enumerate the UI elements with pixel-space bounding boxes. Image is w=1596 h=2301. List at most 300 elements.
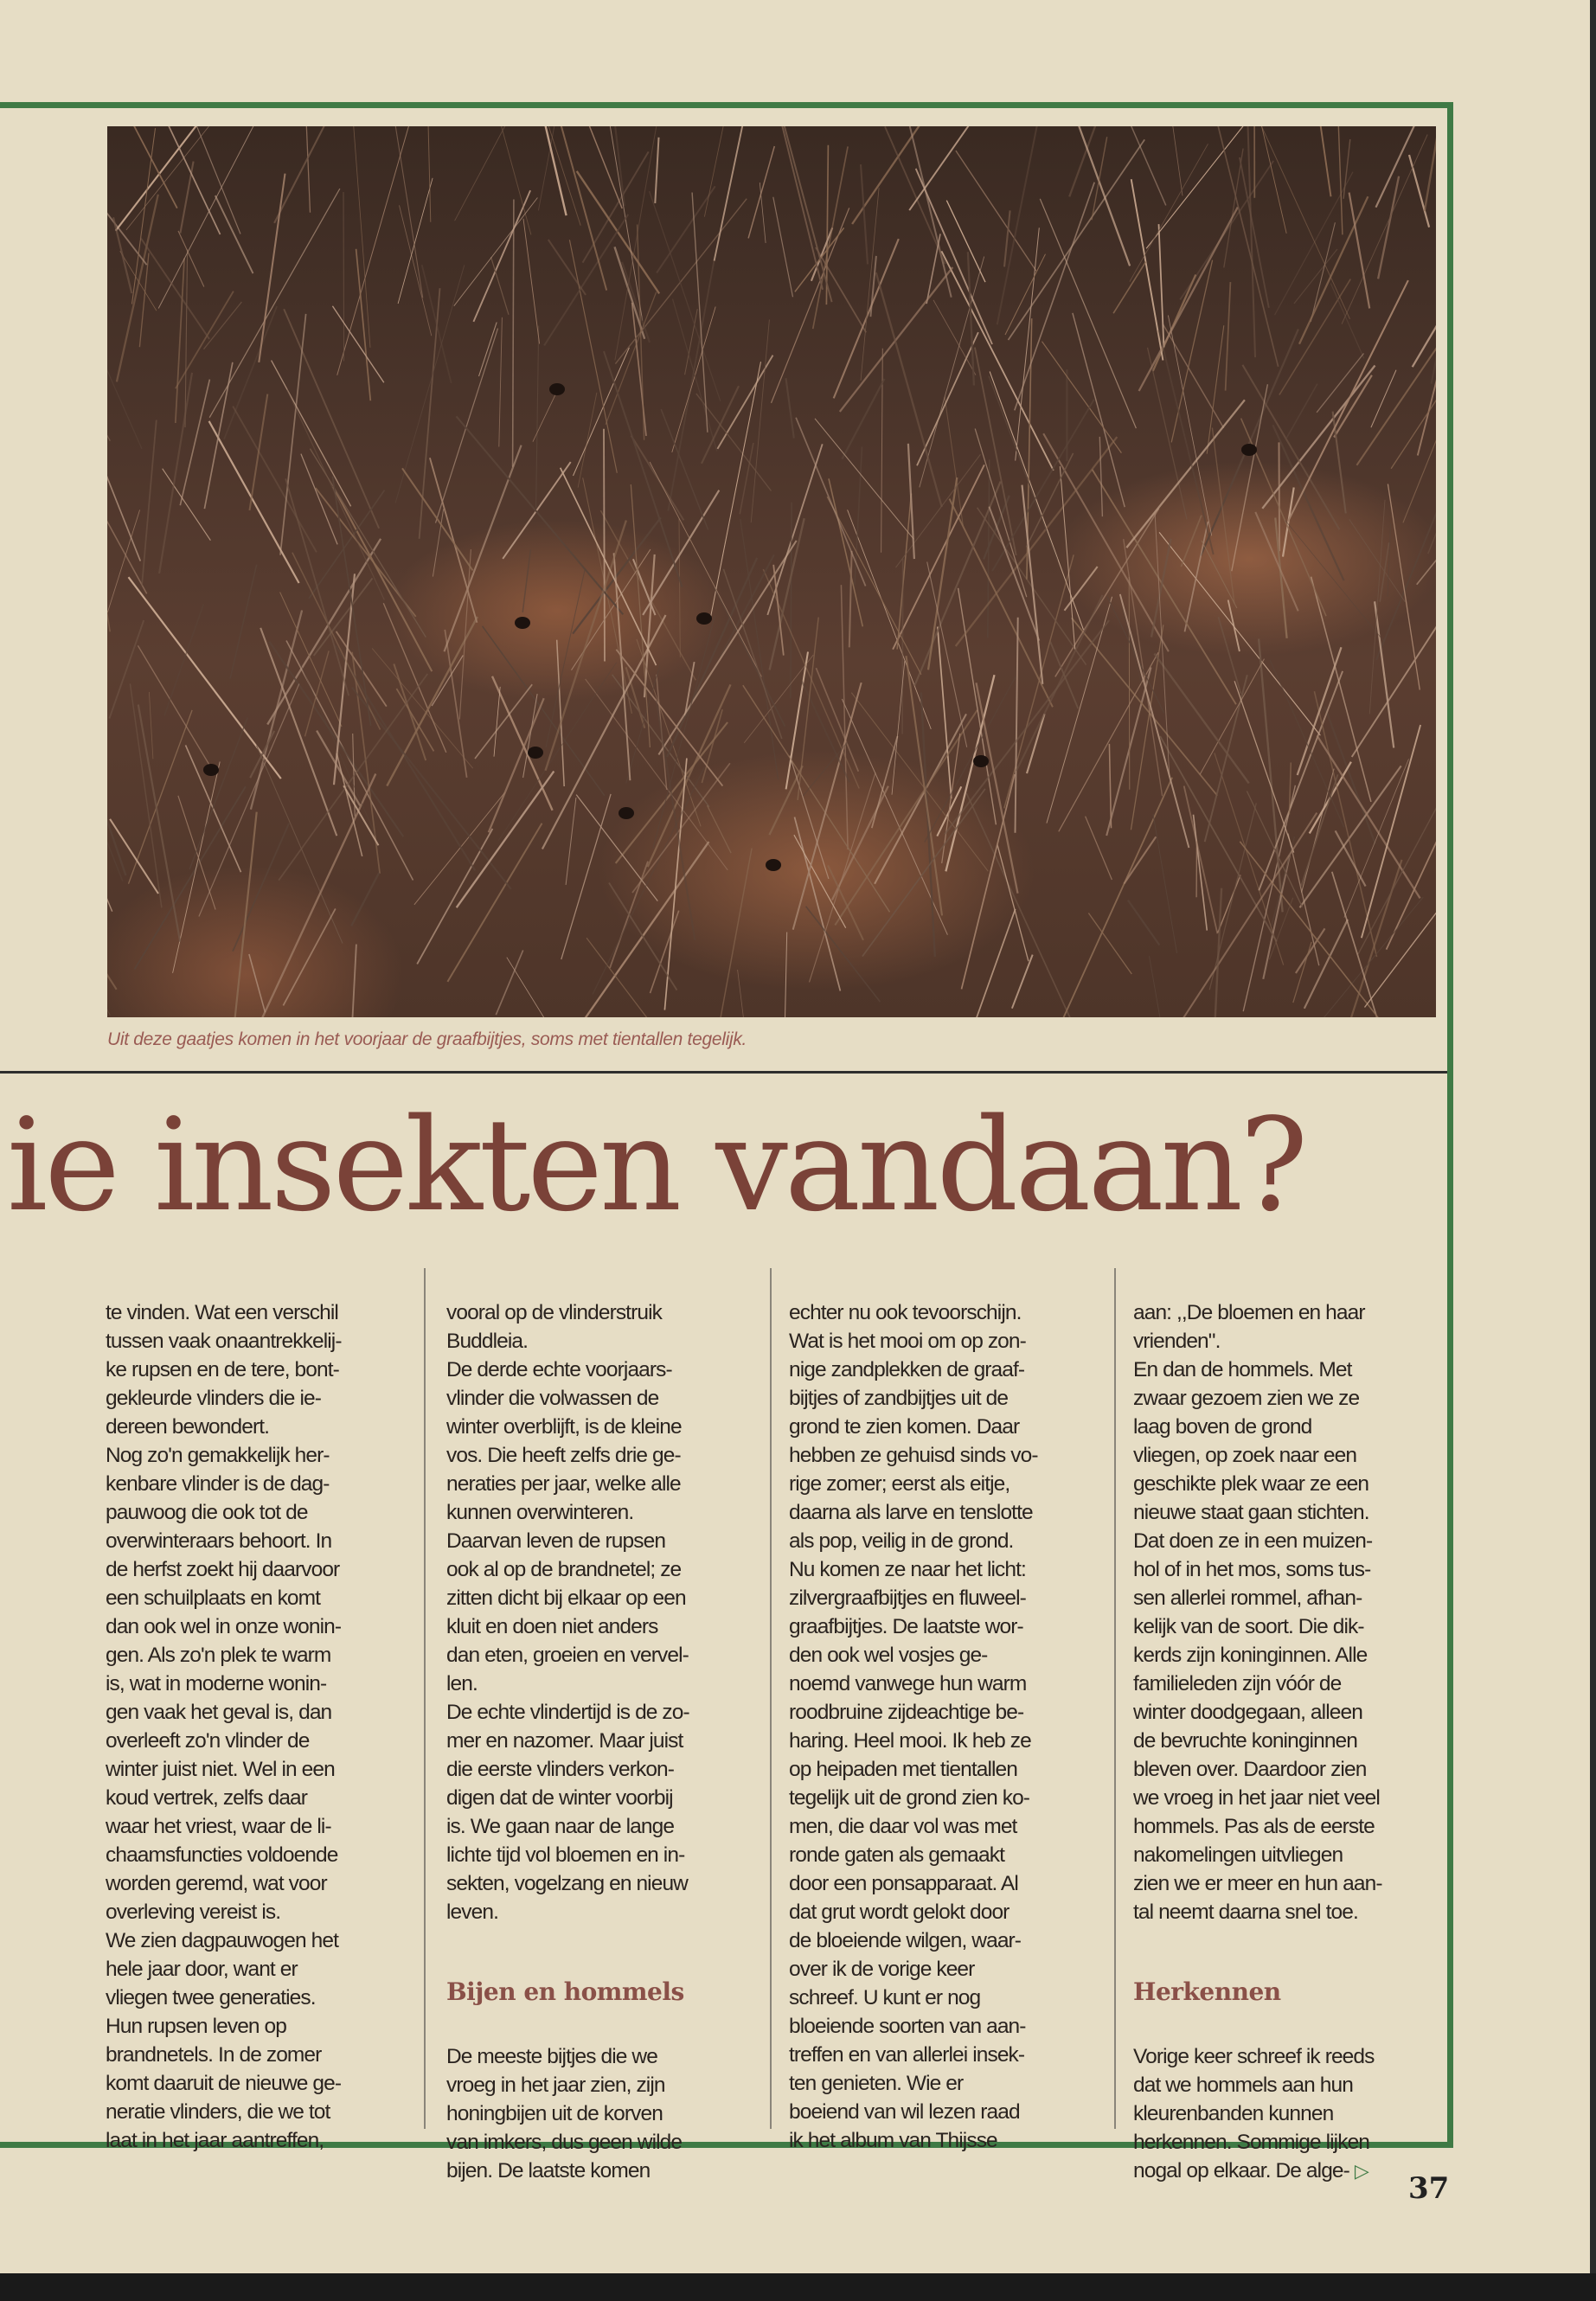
grass-blade bbox=[945, 675, 994, 871]
continue-arrow-icon: ▷ bbox=[1354, 2160, 1368, 2182]
grass-blade bbox=[176, 259, 184, 423]
grass-blade bbox=[353, 126, 370, 348]
grass-blade bbox=[507, 958, 558, 1017]
grass-blade bbox=[523, 694, 538, 778]
grass-blade bbox=[561, 468, 657, 665]
grass-blade bbox=[498, 663, 616, 841]
grass-blade bbox=[400, 205, 432, 336]
grass-blade bbox=[614, 553, 631, 780]
frame-right-line bbox=[1447, 102, 1453, 2148]
scan-edge-right bbox=[1590, 0, 1596, 2301]
grass-blade bbox=[615, 199, 747, 364]
grass-blade bbox=[107, 290, 142, 449]
grass-blade bbox=[1160, 736, 1277, 942]
grass-blade bbox=[1004, 554, 1074, 808]
grass-blade bbox=[1153, 814, 1177, 953]
grass-blade bbox=[1349, 519, 1406, 602]
photo-sand-bee-holes bbox=[107, 126, 1436, 1017]
grass-blade bbox=[259, 174, 285, 362]
grass-blade bbox=[337, 126, 411, 375]
grass-blade bbox=[337, 631, 387, 707]
grass-blade bbox=[457, 416, 624, 614]
grass-blade bbox=[1319, 126, 1331, 196]
grass-blade bbox=[1286, 384, 1317, 439]
grass-blade bbox=[417, 829, 492, 964]
grass-blade bbox=[1275, 518, 1286, 638]
grass-blade bbox=[1215, 888, 1221, 1017]
grass-blade bbox=[1130, 144, 1208, 281]
grass-blade bbox=[576, 795, 657, 901]
grass-blade bbox=[1299, 196, 1368, 344]
grass-blade bbox=[1378, 176, 1399, 279]
grass-blade bbox=[748, 146, 774, 238]
grass-blade bbox=[301, 454, 337, 545]
grass-blade bbox=[523, 219, 540, 344]
paragraph-text: Vorige keer schreef ik reeds dat we hommels aan hun kleurenbanden kunnen herkennen. Sommige lijken nogal op elkaar. De alge- bbox=[1133, 2045, 1375, 2182]
grass-blade bbox=[849, 551, 852, 648]
grass-blade bbox=[178, 231, 204, 287]
grass-blade bbox=[632, 763, 730, 893]
grass-blade bbox=[132, 128, 156, 304]
grass-blade bbox=[1065, 567, 1098, 611]
grass-blade bbox=[650, 191, 721, 401]
bee-hole bbox=[515, 617, 530, 629]
grass-blade bbox=[107, 471, 110, 631]
grass-blade bbox=[578, 393, 597, 488]
grass-blade bbox=[881, 349, 883, 553]
grass-blade bbox=[574, 348, 630, 476]
grass-blade bbox=[1022, 485, 1043, 684]
grass-blade bbox=[829, 478, 862, 626]
grass-blade bbox=[396, 689, 433, 751]
grass-blade bbox=[544, 215, 628, 346]
grass-blade bbox=[842, 379, 884, 459]
bee-hole bbox=[696, 612, 712, 625]
grass-blade bbox=[473, 190, 530, 322]
grass-blade bbox=[1092, 137, 1107, 220]
grass-blade bbox=[1388, 524, 1391, 597]
paragraph: echter nu ook tevoorschijn. Wat is het mooi om op zon- nige zandplekken de graaf- bijtjes of zandbijtjes uit de grond te zien komen. Daar hebben ze gehuisd sinds vo- rige zomer; eerst als eitje, daarna als larve en tenslotte als pop, veilig in de grond. Nu komen ze naar het licht: zilvergraafbijtjes en fluweel- graafbijtjes. De laatste wor- den ook wel vosjes ge- noemd vanwege hun warm roodbruine zijdeachtige be- haring. Heel mooi. Ik heb ze op heipaden met tientallen tegelijk uit de grond zien ko- men, die daar vol was met ronde gaten als gemaakt door een ponsapparaat. Al dat grut wordt gelokt door de bloeiende wilgen, waar- over ik de vorige keer schreef. U kunt er nog bloeiende soorten van aan- treffen en van allerlei insek- ten genieten. Wie er boeiend van wil lezen raad ik het album van Thijsse bbox=[789, 1301, 1038, 2152]
grass-blade bbox=[1324, 897, 1424, 1017]
grass-blade bbox=[1302, 769, 1335, 893]
grass-blade bbox=[314, 578, 373, 656]
grass-blade bbox=[773, 197, 793, 297]
grass-blade bbox=[164, 604, 203, 715]
grass-blade bbox=[1283, 488, 1294, 557]
grass-blade bbox=[945, 620, 1109, 834]
grass-blade bbox=[426, 126, 431, 222]
grass-blade bbox=[285, 478, 349, 695]
grass-blade bbox=[852, 126, 952, 224]
grass-blade bbox=[479, 323, 497, 377]
grass-blade bbox=[332, 306, 383, 383]
section-heading-bijen: Bijen en hommels bbox=[446, 1977, 684, 2006]
grass-blade bbox=[189, 718, 247, 870]
grass-blade bbox=[513, 200, 514, 467]
grass-blade bbox=[631, 484, 650, 747]
grass-blade bbox=[494, 687, 500, 757]
grass-blade bbox=[1060, 778, 1172, 1017]
grass-blade bbox=[280, 314, 306, 555]
grass-blade bbox=[1146, 126, 1276, 248]
grass-blade bbox=[1296, 928, 1325, 973]
grass-blade bbox=[250, 394, 268, 511]
grass-blade bbox=[1185, 522, 1208, 632]
grass-blade bbox=[1207, 325, 1224, 454]
grass-blade bbox=[522, 549, 530, 612]
grass-blade bbox=[785, 933, 787, 1018]
grass-blade bbox=[1215, 126, 1279, 367]
grass-blade bbox=[1015, 183, 1094, 411]
grass-blade bbox=[651, 911, 679, 994]
photo-caption: Uit deze gaatjes komen in het voorjaar de graafbijtjes, soms met tientallen tegelijk. bbox=[107, 1029, 747, 1049]
grass-blade bbox=[1388, 484, 1420, 690]
grass-blade bbox=[715, 126, 762, 260]
grass-blade bbox=[583, 151, 649, 262]
grass-blade bbox=[472, 126, 531, 234]
grass-blade bbox=[803, 742, 847, 796]
grass-blade bbox=[1332, 872, 1378, 1017]
grass-blade bbox=[257, 746, 343, 944]
grass-blade bbox=[1016, 595, 1103, 771]
grass-blade bbox=[309, 490, 384, 599]
grass-blade bbox=[1055, 126, 1166, 205]
grass-blade bbox=[1153, 275, 1196, 371]
grass-blade bbox=[655, 138, 658, 203]
grass-blade bbox=[249, 954, 266, 1012]
grass-blade bbox=[921, 693, 935, 957]
grass-blade bbox=[1334, 375, 1372, 438]
grass-blade bbox=[604, 429, 605, 662]
grass-blade bbox=[1179, 813, 1317, 1017]
grass-blade bbox=[1150, 956, 1162, 1017]
grass-blade bbox=[1159, 224, 1164, 347]
grass-blade bbox=[796, 418, 866, 586]
grass-blade bbox=[1417, 414, 1436, 585]
grass-blade bbox=[1335, 126, 1343, 234]
grass-blade bbox=[1016, 618, 1018, 833]
grass-blade bbox=[113, 217, 131, 293]
grass-blade bbox=[533, 394, 556, 442]
grass-blade bbox=[1336, 830, 1366, 886]
bee-hole bbox=[528, 747, 543, 759]
grass-blade bbox=[908, 444, 914, 559]
grass-blade bbox=[303, 126, 311, 213]
grass-blade bbox=[1181, 516, 1202, 567]
grass-blade bbox=[760, 183, 766, 243]
grass-blade bbox=[975, 429, 1027, 598]
grass-blade bbox=[1109, 744, 1111, 828]
grass-blade bbox=[279, 674, 427, 881]
grass-blade bbox=[1279, 442, 1280, 551]
grass-blade bbox=[445, 630, 466, 778]
grass-blade bbox=[997, 845, 1029, 962]
grass-illustration bbox=[107, 126, 1436, 1017]
grass-blade bbox=[1301, 774, 1338, 886]
grass-blade bbox=[1004, 210, 1010, 266]
column-divider bbox=[770, 1268, 772, 2129]
bee-hole bbox=[973, 755, 989, 767]
grass-blade bbox=[751, 319, 769, 522]
text-column-1 bbox=[106, 1270, 408, 2183]
grass-blade bbox=[1403, 362, 1436, 523]
grass-blade bbox=[233, 407, 317, 553]
grass-blade bbox=[489, 698, 544, 832]
grass-blade bbox=[668, 260, 714, 511]
caption-rule bbox=[0, 1071, 1447, 1074]
grass-blade bbox=[1163, 324, 1223, 428]
grass-blade bbox=[491, 257, 510, 315]
grass-blade bbox=[704, 126, 755, 217]
grass-blade bbox=[832, 786, 888, 901]
grass-blade bbox=[454, 198, 538, 306]
grass-blade bbox=[1202, 541, 1237, 608]
grass-blade bbox=[975, 909, 1016, 1017]
grass-blade bbox=[1042, 342, 1122, 453]
grass-blade bbox=[855, 446, 862, 585]
grass-blade bbox=[1040, 199, 1136, 428]
grass-blade bbox=[1088, 913, 1131, 975]
grass-blade bbox=[180, 380, 209, 506]
grass-blade bbox=[990, 371, 1083, 630]
grass-blade bbox=[140, 238, 209, 339]
grass-blade bbox=[679, 518, 680, 657]
grass-blade bbox=[1129, 577, 1130, 790]
grass-blade bbox=[1200, 659, 1264, 775]
paragraph-last bbox=[1133, 2042, 1436, 2185]
grass-blade bbox=[1209, 803, 1256, 990]
grass-blade bbox=[786, 378, 794, 438]
grass-blade bbox=[997, 126, 1040, 324]
grass-blade bbox=[650, 462, 761, 676]
scan-edge-bottom bbox=[0, 2273, 1596, 2301]
grass-blade bbox=[637, 639, 701, 826]
bee-hole bbox=[1241, 444, 1257, 456]
grass-blade bbox=[126, 126, 253, 230]
grass-blade bbox=[816, 247, 866, 332]
grass-blade bbox=[1047, 597, 1112, 824]
grass-blade bbox=[496, 950, 522, 1015]
grass-blade bbox=[958, 588, 997, 825]
grass-blade bbox=[178, 796, 215, 910]
grass-blade bbox=[566, 798, 576, 885]
grass-blade bbox=[233, 812, 256, 1017]
grass-blade bbox=[933, 300, 976, 375]
grass-blade bbox=[941, 251, 1053, 471]
grass-blade bbox=[250, 731, 274, 778]
frame-top-line bbox=[0, 102, 1453, 108]
grass-blade bbox=[1113, 262, 1145, 314]
grass-blade bbox=[657, 186, 715, 272]
grass-blade bbox=[117, 126, 177, 208]
grass-blade bbox=[1201, 330, 1298, 556]
grass-blade bbox=[1126, 400, 1245, 548]
grass-blade bbox=[432, 656, 463, 707]
column-divider bbox=[424, 1268, 426, 2129]
grass-blade bbox=[950, 499, 1053, 708]
grass-blade bbox=[835, 710, 977, 926]
grass-blade bbox=[536, 126, 581, 226]
grass-blade bbox=[459, 549, 471, 720]
grass-blade bbox=[1270, 660, 1344, 828]
grass-blade bbox=[170, 126, 241, 234]
grass-blade bbox=[813, 146, 848, 329]
grass-blade bbox=[946, 201, 985, 283]
grass-blade bbox=[139, 253, 149, 347]
grass-blade bbox=[352, 945, 356, 1017]
grass-blade bbox=[793, 683, 862, 930]
grass-blade bbox=[966, 793, 1081, 1017]
grass-blade bbox=[1344, 759, 1409, 917]
grass-blade bbox=[1371, 370, 1396, 428]
grass-blade bbox=[715, 587, 785, 727]
grass-blade bbox=[907, 656, 943, 915]
grass-blade bbox=[1124, 836, 1156, 883]
grass-blade bbox=[738, 970, 747, 1017]
grass-blade bbox=[1288, 280, 1408, 522]
grass-blade bbox=[1226, 282, 1231, 391]
grass-blade bbox=[1073, 313, 1125, 507]
grass-blade bbox=[224, 306, 277, 439]
grass-blade bbox=[593, 767, 704, 995]
grass-blade bbox=[109, 620, 144, 718]
grass-blade bbox=[586, 938, 661, 1017]
grass-blade bbox=[1228, 600, 1240, 651]
grass-blade bbox=[1171, 260, 1212, 443]
grass-blade bbox=[107, 686, 123, 881]
grass-blade bbox=[1067, 126, 1130, 266]
grass-blade bbox=[215, 195, 253, 273]
grass-blade bbox=[769, 766, 802, 835]
grass-blade bbox=[395, 265, 465, 503]
grass-blade bbox=[351, 873, 379, 926]
grass-blade bbox=[661, 409, 708, 529]
grass-blade bbox=[1425, 126, 1436, 211]
grass-blade bbox=[606, 292, 657, 425]
grass-blade bbox=[1086, 817, 1112, 880]
grass-blade bbox=[430, 458, 478, 623]
grass-blade bbox=[386, 126, 423, 298]
grass-blade bbox=[938, 627, 952, 799]
grass-blade bbox=[1311, 222, 1335, 322]
grass-blade bbox=[696, 394, 772, 491]
grass-blade bbox=[336, 645, 476, 870]
text-column-4 bbox=[1133, 1270, 1436, 2214]
text-column-2 bbox=[446, 1270, 749, 2214]
grass-blade bbox=[536, 326, 539, 508]
grass-blade bbox=[841, 585, 848, 849]
grass-blade bbox=[149, 692, 153, 759]
headline: ie insekten vandaan? bbox=[7, 1091, 1305, 1240]
grass-blade bbox=[721, 554, 774, 657]
grass-blade bbox=[1099, 437, 1102, 516]
grass-blade bbox=[548, 240, 586, 295]
grass-blade bbox=[896, 454, 981, 567]
grass-blade bbox=[1349, 193, 1370, 309]
grass-blade bbox=[499, 317, 503, 447]
grass-blade bbox=[1343, 139, 1350, 199]
grass-blade bbox=[1131, 179, 1163, 360]
grass-blade bbox=[1285, 521, 1384, 641]
grass-blade bbox=[107, 438, 147, 593]
grass-blade bbox=[609, 883, 677, 990]
grass-blade bbox=[107, 510, 139, 612]
grass-blade bbox=[561, 794, 611, 959]
bee-hole bbox=[203, 764, 219, 776]
grass-blade bbox=[1369, 500, 1385, 714]
section-heading-herkennen: Herkennen bbox=[1133, 1977, 1281, 2006]
bee-hole bbox=[549, 383, 565, 395]
grass-blade bbox=[790, 756, 829, 879]
grass-blade bbox=[230, 565, 257, 679]
grass-blade bbox=[806, 907, 881, 1002]
grass-blade bbox=[861, 164, 868, 264]
grass-blade bbox=[138, 705, 180, 942]
grass-blade bbox=[711, 362, 761, 616]
grass-blade bbox=[165, 126, 221, 234]
grass-blade bbox=[1026, 453, 1073, 548]
grass-blade bbox=[1106, 668, 1151, 836]
paragraph: aan: ,,De bloemen en haar vrienden". En dan de hommels. Met zwaar gezoem zien we ze laag boven de grond vliegen, op zoek naar een geschikte plek waar ze een nieuwe staat gaan stichten. Dat doen ze in een muizen- hol of in het mos, soms tus- sen allerlei rommel, afhan- kelijk van de soort. Die dik- kerds zijn koninginnen. Alle familieleden zijn vóór de winter doodgegaan, alleen de bevruchte koninginnen bleven over. Daardoor zien we vroeg in het jaar niet veel hommels. Pas als de eerste nakomelingen uitvliegen zien we er meer en hun aan- tal neemt daarna snel toe. bbox=[1133, 1301, 1382, 1924]
grass-blade bbox=[1016, 228, 1040, 460]
paragraph: te vinden. Wat een verschil tussen vaak onaantrekkelij- ke rupsen en de tere, bont- gekleurde vlinders die ie- dereen bewondert. Nog zo'n gemakkelijk her- kenbare vlinder is de dag- pauwoog die ook tot de overwinteraars behoort. In de herfst zoekt hij daarvoor een schuilplaats en komt dan ook wel in onze wonin- gen. Als zo'n plek te warm is, wat in moderne wonin- gen vaak het geval is, dan overleeft zo'n vlinder de winter juist niet. Wel in een koud vertrek, zelfs daar waar het vriest, waar de li- chaamsfuncties voldoende worden geremd, wat voor overleving vereist is. We zien dagpauwogen het hele jaar door, want er vliegen twee generaties. Hun rupsen leven op brandnetels. In de zomer komt daaruit de nieuwe ge- neratie vlinders, die we tot laat in het jaar aantreffen, bbox=[106, 1301, 342, 2152]
grass-blade bbox=[142, 420, 157, 586]
grass-blade bbox=[1432, 202, 1436, 383]
grass-blade bbox=[1012, 955, 1033, 1009]
grass-blade bbox=[343, 192, 344, 361]
grass-blade bbox=[791, 503, 792, 699]
grass-blade bbox=[1243, 785, 1295, 1011]
grass-blade bbox=[135, 786, 246, 969]
grass-blade bbox=[287, 389, 384, 599]
grass-blade bbox=[917, 332, 978, 465]
grass-blade bbox=[927, 562, 967, 747]
grass-blade bbox=[1148, 348, 1188, 520]
grass-blade bbox=[138, 645, 213, 770]
grass-blade bbox=[233, 824, 289, 952]
grass-blade bbox=[1352, 559, 1436, 757]
grass-blade bbox=[968, 252, 974, 385]
column-divider bbox=[1114, 1268, 1116, 2129]
grass-blade bbox=[447, 824, 542, 982]
grass-blade bbox=[1330, 284, 1363, 359]
grass-blade bbox=[708, 805, 732, 853]
grass-blade bbox=[848, 510, 932, 729]
grass-blade bbox=[1272, 425, 1343, 580]
grass-blade bbox=[455, 126, 540, 221]
grass-blade bbox=[875, 714, 966, 883]
bee-hole bbox=[766, 859, 781, 871]
grass-blade bbox=[1232, 384, 1268, 571]
grass-blade bbox=[1409, 155, 1429, 228]
grass-blade bbox=[260, 628, 337, 836]
text-column-3 bbox=[789, 1270, 1092, 2183]
grass-blade bbox=[272, 361, 351, 507]
grass-blade bbox=[815, 419, 913, 540]
grass-blade bbox=[1194, 815, 1208, 931]
grass-blade bbox=[901, 126, 952, 298]
grass-blade bbox=[176, 292, 234, 389]
grass-blade bbox=[251, 611, 302, 810]
paragraph: De meeste bijtjes die we vroeg in het jaar zien, zijn honingbijen uit de korven van imkers, dus geen wilde bijen. De laatste komen bbox=[446, 2045, 683, 2182]
grass-blade bbox=[107, 963, 110, 1015]
page-number: 37 bbox=[1408, 2171, 1450, 2206]
grass-blade bbox=[782, 126, 824, 290]
paragraph: vooral op de vlinderstruik Buddleia. De derde echte voorjaars- vlinder die volwassen de winter overblijft, is de kleine vos. Die heeft zelfs drie ge- neraties per jaar, welke alle kunnen overwinteren. Daarvan leven de rupsen ook al op de brandnetel; ze zitten dicht bij elkaar op een kluit en doen niet anders dan eten, groeien en vervel- len. De echte vlindertijd is de zo- mer en nazomer. Maar juist die eerste vlinders verkon- digen dat de winter voorbij is. We gaan naar de lange lichte tijd vol bloemen en in- sekten, vogelzang en nieuw leven. bbox=[446, 1301, 689, 1924]
bee-hole bbox=[619, 807, 634, 819]
grass-blade bbox=[1212, 428, 1234, 604]
grass-blade bbox=[107, 462, 140, 561]
